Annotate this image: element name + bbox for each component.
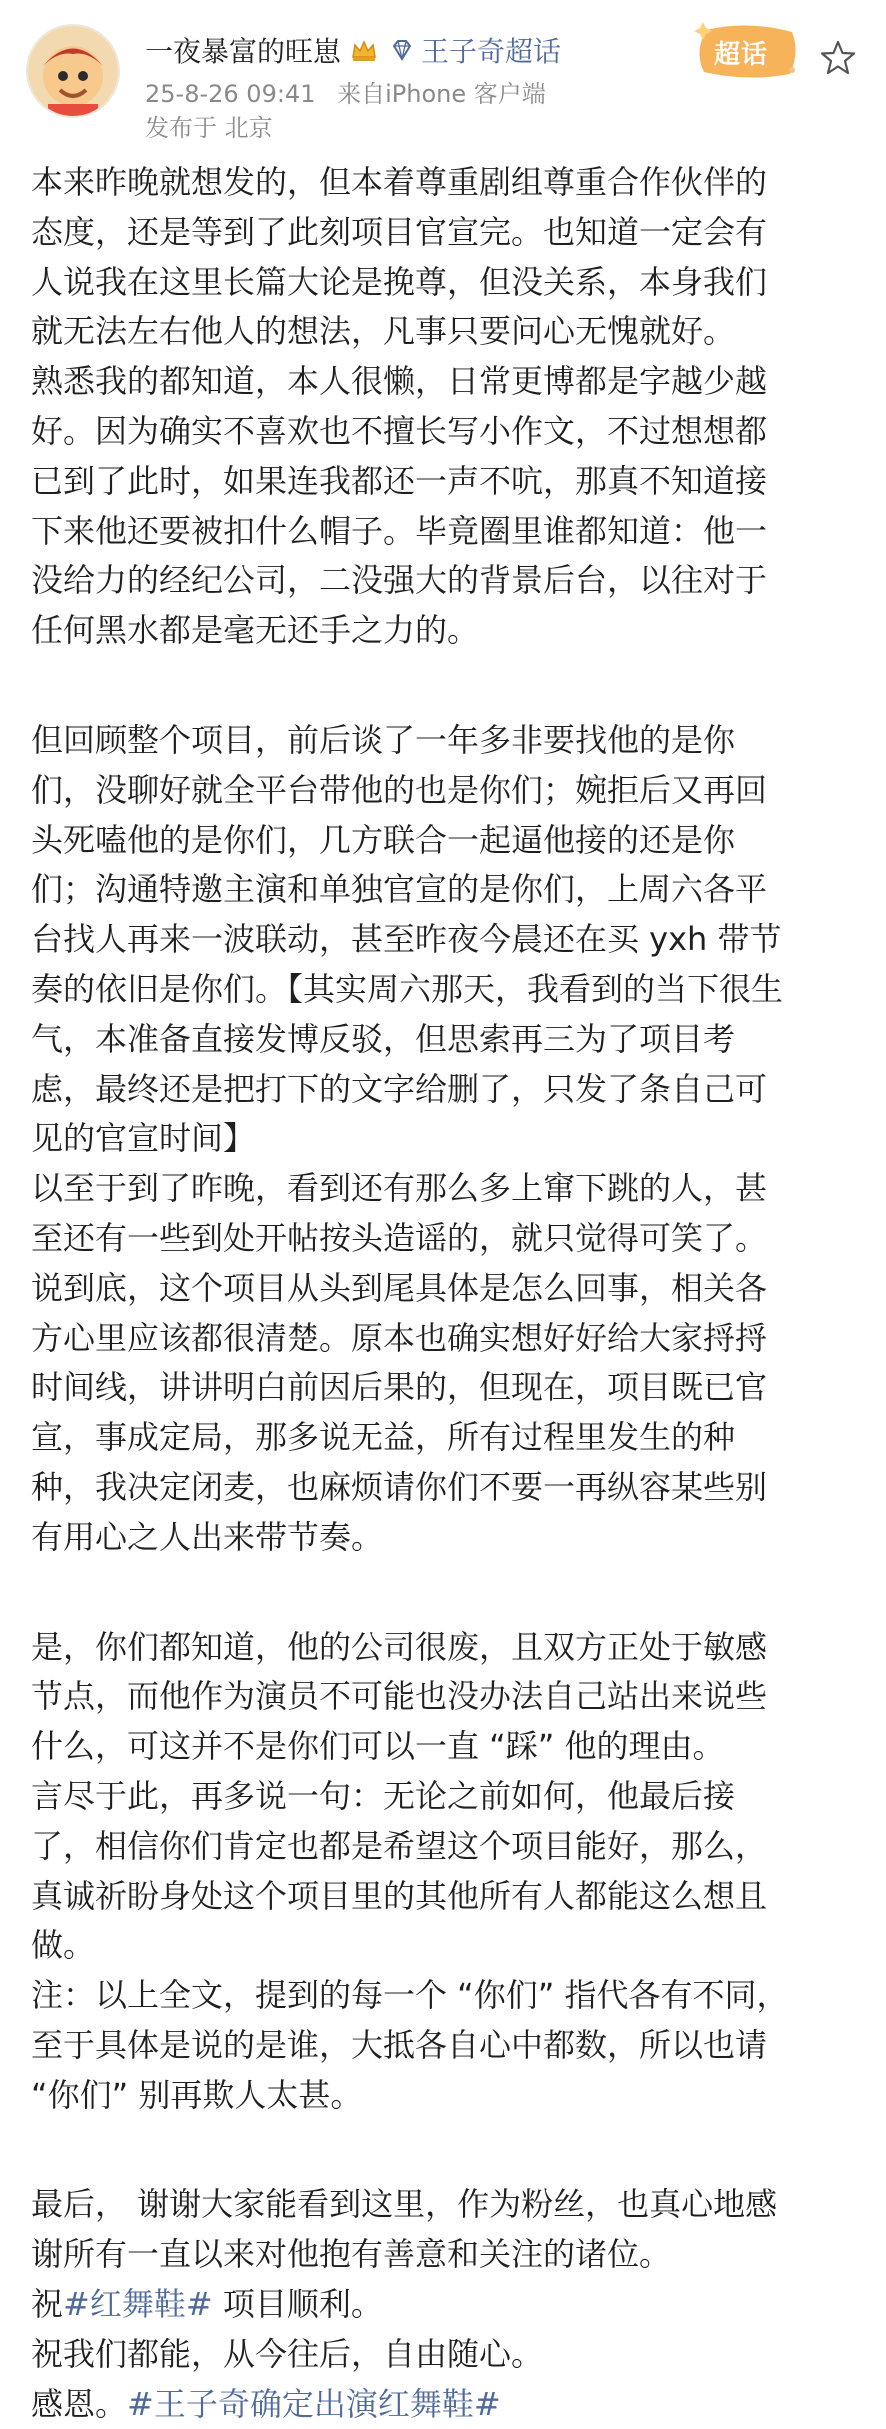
post-line: 宣，事成定局，那多说无益，所有过程里发生的种 (31, 1418, 736, 1457)
thanks-prefix: 感恩。 (31, 2384, 128, 2423)
supertopic-link[interactable]: 王子奇超话 (421, 35, 562, 68)
post-line: 至还有一些到处开帖按头造谣的，就只觉得可笑了。 (31, 1218, 768, 1257)
post-line: 至于具体是说的是谁，大抵各自心中都数，所以也请 (31, 2025, 768, 2064)
post-line: 没给力的经纪公司，二没强大的背景后台，以往对于 (31, 561, 768, 600)
crown-icon (349, 35, 379, 65)
post-line-wish (31, 2280, 859, 2330)
post-line: 态度，还是等到了此刻项目官宣完。也知道一定会有 (31, 212, 768, 251)
post-line: 方心里应该都很清楚。原本也确实想好好给大家捋捋 (31, 1318, 768, 1357)
post-line-thanks (31, 2380, 859, 2429)
wish-suffix: 项目顺利。 (212, 2285, 383, 2324)
favorite-star-button[interactable] (818, 38, 858, 78)
post-line: 什么，可这并不是你们可以一直 “踩” 他的理由。 (31, 1727, 725, 1766)
post-line: 种，我决定闭麦，也麻烦请你们不要一再纵容某些别 (31, 1467, 768, 1506)
post-line: 们，没聊好就全平台带他的也是你们；婉拒后又再回 (31, 770, 768, 809)
post-line: 台找人再来一波联动，甚至昨夜今晨还在买 yxh 带节 (31, 920, 782, 959)
post-line: 但回顾整个项目，前后谈了一年多非要找他的是你 (31, 720, 736, 759)
post-line: 已到了此时，如果连我都还一声不吭，那真不知道接 (31, 461, 768, 500)
post-line: 本来昨晚就想发的，但本着尊重剧组尊重合作伙伴的 (31, 163, 768, 201)
post-line: 谢所有一直以来对他抱有善意和关注的诸位。 (31, 2235, 672, 2274)
post-location: 发布于 北京 (145, 114, 273, 142)
post-line: 见的官宣时间】 (31, 1119, 256, 1158)
post-line: 最后， 谢谢大家能看到这里，作为粉丝，也真心地感 (31, 2185, 778, 2224)
post-line: 是，你们都知道，他的公司很废，且双方正处于敏感 (31, 1627, 768, 1666)
post-paragraph-2 (31, 716, 859, 1563)
post-line: 时间线，讲讲明白前因后果的，但现在，项目既已官 (31, 1368, 768, 1407)
post-line: 言尽于此，再多说一句：无论之前如何，他最后接 (31, 1776, 736, 1815)
post-line: 有用心之人出来带节奏。 (31, 1517, 384, 1556)
post-line: 头死嗑他的是你们，几方联合一起逼他接的还是你 (31, 820, 736, 859)
post-line: 注：以上全文，提到的每一个 “你们” 指代各有不同， (31, 1976, 789, 2015)
name-row (145, 28, 561, 72)
badge-label: 超话 (714, 40, 769, 70)
supertopic-badge[interactable] (692, 22, 802, 82)
diamond-icon (389, 37, 415, 63)
wish-prefix: 祝 (31, 2285, 64, 2324)
post-line: 节点，而他作为演员不可能也没办法自己站出来说些 (31, 1677, 768, 1716)
post-line: 熟悉我的都知道，本人很懒，日常更博都是字越少越 (31, 362, 768, 401)
post-timestamp: 25-8-26 09:41 (145, 80, 316, 108)
post-line: 了，相信你们肯定也都是希望这个项目能好，那么， (31, 1826, 768, 1865)
username[interactable]: 一夜暴富的旺崽 (145, 35, 342, 68)
post-line: 做。 (31, 1926, 96, 1965)
post-paragraph-3 (31, 1623, 859, 2121)
hashtag-cast-announcement[interactable]: #王子奇确定出演红舞鞋# (127, 2384, 501, 2423)
avatar-image (28, 26, 118, 116)
post-line: “你们” 别再欺人太甚。 (31, 2075, 363, 2114)
post-line: 以至于到了昨晚，看到还有那么多上窜下跳的人，甚 (31, 1169, 768, 1208)
post-line: 气，本准备直接发博反驳，但思索再三为了项目考 (31, 1019, 736, 1058)
post-line: 好。因为确实不喜欢也不擅长写小作文，不过想想都 (31, 411, 768, 450)
post-line: 就无法左右他人的想法，凡事只要问心无愧就好。 (31, 312, 736, 351)
post-line: 说到底，这个项目从头到尾具体是怎么回事，相关各 (31, 1268, 768, 1307)
post-line: 人说我在这里长篇大论是挽尊，但没关系，本身我们 (31, 262, 768, 301)
post-line: 下来他还要被扣什么帽子。毕竟圈里谁都知道：他一 (31, 511, 768, 550)
avatar[interactable] (26, 24, 120, 118)
post-meta (145, 74, 546, 109)
post-body (31, 158, 859, 2429)
post-header (0, 0, 886, 160)
star-icon (818, 38, 858, 78)
post-line: 真诚祈盼身处这个项目里的其他所有人都能这么想且 (31, 1876, 768, 1915)
post-line: 们；沟通特邀主演和单独官宣的是你们，上周六各平 (31, 870, 768, 909)
post-line: 祝我们都能，从今往后，自由随心。 (31, 2334, 544, 2373)
paragraph-gap (31, 1563, 859, 1623)
hashtag-red-shoes[interactable]: #红舞鞋# (63, 2285, 213, 2324)
paragraph-gap (31, 656, 859, 716)
post-line: 任何黑水都是毫无还手之力的。 (31, 611, 480, 650)
paragraph-gap (31, 2120, 859, 2180)
post-paragraph-1 (31, 158, 859, 656)
post-source: 来自iPhone 客户端 (337, 80, 546, 108)
post-paragraph-4 (31, 2180, 859, 2429)
post-line: 奏的依旧是你们。【其实周六那天，我看到的当下很生 (31, 969, 784, 1008)
post-line: 虑，最终还是把打下的文字给删了，只发了条自己可 (31, 1069, 768, 1108)
